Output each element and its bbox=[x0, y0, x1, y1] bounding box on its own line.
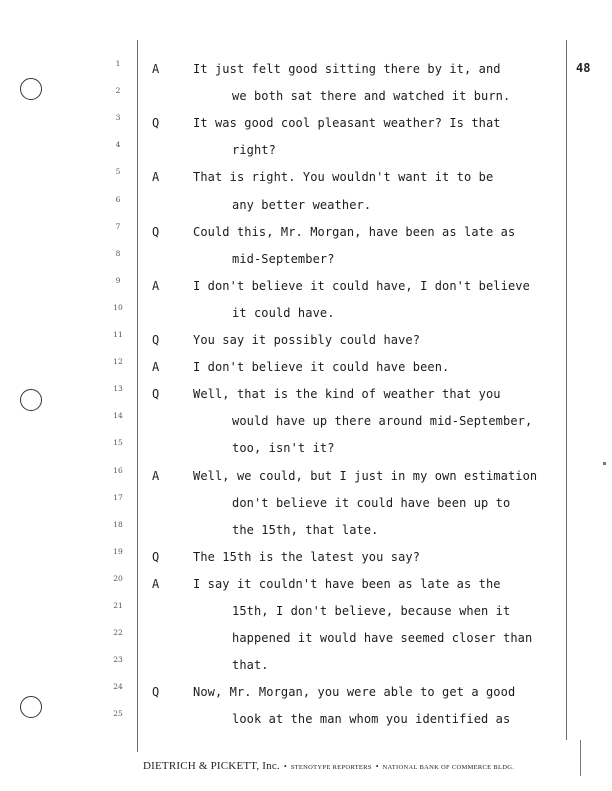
transcript-line: You say it possibly could have? bbox=[193, 333, 421, 347]
line-number: 24 bbox=[113, 682, 123, 692]
line-number: 19 bbox=[113, 546, 123, 556]
transcript-line: It was good cool pleasant weather? Is that bbox=[193, 116, 501, 131]
transcript-line: don't believe it could have been up to bbox=[232, 495, 511, 510]
transcript-line: 15th, I don't believe, because when it bbox=[232, 604, 511, 618]
speaker-label: Q bbox=[152, 116, 160, 131]
transcript-line: I don't believe it could have, I don't believe bbox=[193, 278, 530, 293]
line-number: 1 bbox=[115, 59, 121, 68]
right-margin-rule bbox=[566, 40, 567, 740]
speaker-label: A bbox=[152, 170, 160, 185]
line-number: 4 bbox=[115, 140, 121, 150]
punch-hole-bottom bbox=[20, 696, 42, 718]
punch-hole-middle bbox=[20, 389, 42, 411]
left-margin-rule bbox=[137, 40, 138, 752]
line-number: 10 bbox=[113, 302, 123, 312]
transcript-line: I say it couldn't have been as late as the bbox=[193, 576, 501, 591]
line-number: 17 bbox=[113, 492, 123, 502]
speaker-label: A bbox=[152, 576, 160, 591]
line-number: 6 bbox=[115, 194, 121, 204]
line-number: 12 bbox=[113, 357, 123, 367]
speaker-label: Q bbox=[152, 685, 160, 700]
transcript-line: Now, Mr. Morgan, you were able to get a good bbox=[193, 685, 516, 700]
line-number: 22 bbox=[113, 628, 123, 638]
speaker-label: A bbox=[152, 468, 160, 483]
transcript-line: Well, we could, but I just in my own estimation bbox=[193, 468, 538, 483]
transcript-line: too, isn't it? bbox=[232, 441, 335, 456]
transcript-line: It just felt good sitting there by it, and bbox=[193, 62, 501, 76]
footer-separator: • bbox=[283, 762, 287, 771]
speaker-label: A bbox=[152, 360, 160, 375]
line-number: 7 bbox=[115, 221, 121, 231]
line-number: 23 bbox=[113, 655, 123, 665]
line-number: 18 bbox=[113, 519, 123, 529]
transcript-line: Could this, Mr. Morgan, have been as late as bbox=[193, 224, 516, 239]
footer-address: NATIONAL BANK OF COMMERCE BLDG. bbox=[382, 764, 515, 771]
transcript-line: I don't believe it could have been. bbox=[193, 360, 450, 375]
line-number: 9 bbox=[115, 275, 121, 285]
line-number: 13 bbox=[113, 384, 123, 394]
scan-mark bbox=[580, 740, 581, 776]
line-number: 8 bbox=[115, 248, 121, 258]
line-number: 20 bbox=[113, 573, 123, 583]
speaker-label: Q bbox=[152, 224, 160, 239]
footer-separator: • bbox=[375, 762, 379, 771]
transcript-line: The 15th is the latest you say? bbox=[193, 549, 421, 564]
transcript-line: happened it would have seemed closer than bbox=[232, 631, 533, 646]
punch-hole-top bbox=[20, 78, 42, 100]
transcript-line: right? bbox=[232, 143, 276, 158]
transcript-line: any better weather. bbox=[232, 197, 372, 212]
transcript-line: that. bbox=[232, 658, 269, 673]
line-number: 2 bbox=[115, 86, 121, 96]
transcript-line: That is right. You wouldn't want it to be bbox=[193, 170, 494, 185]
page-number: 48 bbox=[576, 61, 591, 75]
footer-service: STENOTYPE REPORTERS bbox=[290, 764, 372, 771]
transcript-line: look at the man whom you identified as bbox=[232, 712, 511, 727]
speaker-label: A bbox=[152, 278, 160, 293]
speaker-label: Q bbox=[152, 387, 160, 402]
line-number: 25 bbox=[113, 709, 123, 719]
transcript-line: Well, that is the kind of weather that you bbox=[193, 387, 501, 402]
transcript-line: we both sat there and watched it burn. bbox=[232, 89, 511, 104]
transcript-line: it could have. bbox=[232, 305, 335, 320]
line-number: 21 bbox=[113, 601, 123, 610]
line-number: 16 bbox=[113, 465, 123, 475]
footer-company: DIETRICH & PICKETT, Inc. bbox=[143, 760, 280, 772]
line-number: 5 bbox=[115, 167, 121, 177]
transcript-line: the 15th, that late. bbox=[232, 522, 379, 537]
footer bbox=[143, 756, 563, 774]
line-number: 3 bbox=[115, 113, 121, 123]
line-number: 11 bbox=[113, 330, 123, 339]
transcript-line: mid-September? bbox=[232, 251, 335, 266]
speaker-label: Q bbox=[152, 333, 160, 347]
line-number: 14 bbox=[113, 411, 123, 421]
transcript-line: would have up there around mid-September, bbox=[232, 414, 533, 429]
line-number: 15 bbox=[113, 438, 123, 448]
scan-mark bbox=[603, 462, 606, 465]
speaker-label: Q bbox=[152, 549, 160, 564]
speaker-label: A bbox=[152, 62, 160, 76]
